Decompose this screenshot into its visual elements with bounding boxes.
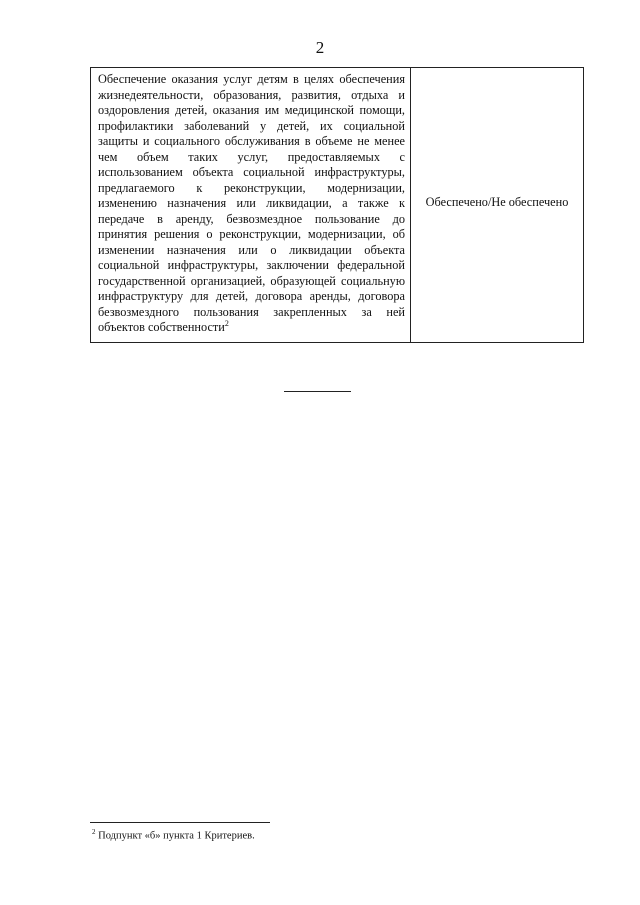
page-number: 2 [315, 38, 325, 57]
status-text: Обеспечено/Не обеспечено [425, 194, 569, 209]
separator-line [284, 391, 351, 392]
status-cell [411, 68, 583, 342]
footnote [92, 828, 255, 842]
footnote-mark: 2 [92, 828, 96, 836]
criterion-cell [91, 68, 411, 342]
criterion-footnote-mark: 2 [224, 318, 229, 328]
footnote-rule [90, 822, 270, 823]
footnote-text: Подпункт «б» пункта 1 Критериев. [95, 830, 255, 842]
criterion-text: Обеспечение оказания услуг детям в целях обеспечения жизнедеятельности, образования, развития, отдыха и оздоровления детей, оказания им медицинской помощи, профилактики заболеваний у детей, их социальной защиты и социального обслуживания в объеме не менее чем объем таких услуг, предоставляемых с использованием объекта социальной инфраструктуры, предлагаемого к реконструкции, модернизации, изменению назначения или ликвидации, а также к передаче в аренду, безвозмездное пользование до принятия решения о реконструкции, модернизации, об изменении назначения или о ликвидации объекта социальной инфраструктуры, заключении федеральной государственной организацией, образующей социальную инфраструктуру для детей, договора аренды, договора безвозмездного пользования закрепленных за ней объектов собственности [98, 72, 405, 334]
criteria-table [90, 67, 584, 343]
